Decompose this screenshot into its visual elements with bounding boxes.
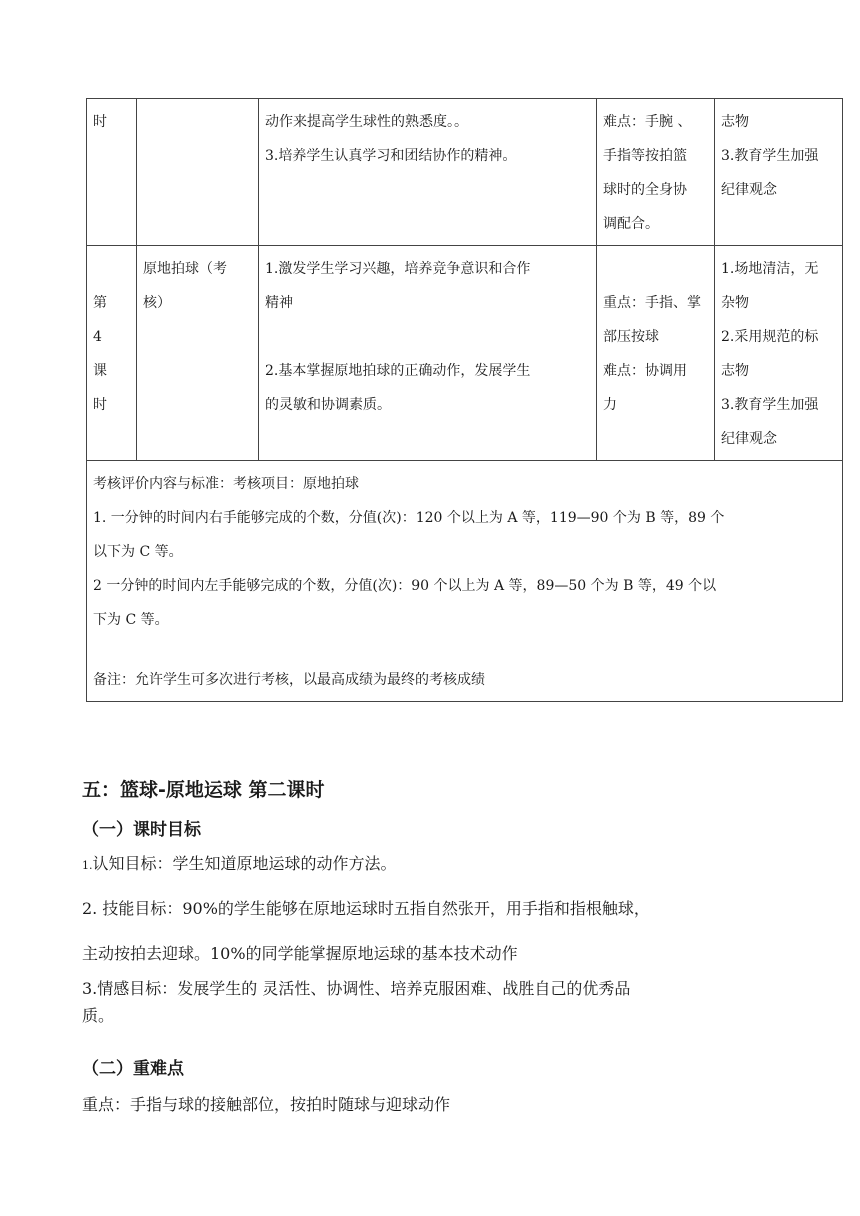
- safety-cell: [715, 99, 843, 246]
- goal-affective-line2: 质。: [82, 1006, 115, 1025]
- objective-line: 精神: [265, 295, 293, 311]
- key-point-line: 手指等按拍篮: [603, 148, 687, 164]
- lesson-number-char: 第: [93, 295, 107, 311]
- spacer: [265, 320, 592, 354]
- key-point-line: 力: [603, 397, 617, 413]
- section-heading: 五：篮球-原地运球 第二课时: [82, 779, 325, 801]
- objective-line: 的灵敏和协调素质。: [265, 397, 391, 413]
- safety-line: 纪律观念: [721, 182, 777, 198]
- key-point-text: 重点：手指与球的接触部位，按拍时随球与迎球动作: [82, 1095, 451, 1114]
- assessment-item: 以下为 C 等。: [93, 544, 183, 560]
- key-point-line: 难点：手腕 、: [603, 114, 692, 130]
- safety-line: 3.教育学生加强: [721, 148, 819, 164]
- safety-line: 纪律观念: [721, 431, 777, 447]
- key-point-line: 球时的全身协: [603, 182, 687, 198]
- safety-line: 志物: [721, 363, 749, 379]
- objectives-cell: [259, 246, 597, 461]
- safety-line: 2.采用规范的标: [721, 329, 819, 345]
- table-row: [87, 246, 843, 461]
- cell-text: 时: [93, 114, 107, 130]
- safety-line: 1.场地清洁，无: [721, 261, 819, 277]
- goal-cognitive: [82, 851, 397, 874]
- lesson-number-cell: [87, 99, 137, 246]
- assessment-item: 2 一分钟的时间内左手能够完成的个数，分值(次)：90 个以上为 A 等，89—50 个为 B 等，49 个以: [93, 578, 717, 594]
- key-point-line: 难点：协调用: [603, 363, 687, 379]
- safety-line: 3.教育学生加强: [721, 397, 819, 413]
- goal-affective-line1: 3.情感目标：发展学生的 灵活性、协调性、培养克服困难、战胜自己的优秀品: [82, 979, 631, 998]
- goal-skill-line1: 2. 技能目标：90%的学生能够在原地运球时五指自然张开，用手指和指根触球，: [82, 899, 650, 918]
- assessment-item: 1. 一分钟的时间内右手能够完成的个数，分值(次)：120 个以上为 A 等，119—90 个为 B 等，89 个: [93, 510, 725, 526]
- subsection-heading: （一）课时目标: [82, 820, 201, 840]
- lesson-number-char: 时: [93, 397, 107, 413]
- objective-line: 1.激发学生学习兴趣，培养竞争意识和合作: [265, 261, 531, 277]
- lesson-plan-table: [86, 98, 843, 702]
- content-line: 原地拍球（考: [143, 261, 227, 277]
- key-points-cell: [597, 99, 715, 246]
- subsection-heading: （二）重难点: [82, 1059, 184, 1079]
- safety-cell: [715, 246, 843, 461]
- assessment-title: 考核评价内容与标准：考核项目：原地拍球: [93, 476, 359, 492]
- objective-line: 3.培养学生认真学习和团结协作的精神。: [265, 148, 517, 164]
- goal-skill-line2: 主动按拍去迎球。10%的同学能掌握原地运球的基本技术动作: [82, 944, 518, 963]
- goal-text: 认知目标：学生知道原地运球的动作方法。: [92, 854, 397, 873]
- key-point-line: 部压按球: [603, 329, 659, 345]
- content-line: 核）: [143, 295, 171, 311]
- safety-line: 杂物: [721, 295, 749, 311]
- safety-line: 志物: [721, 114, 749, 130]
- key-point-line: 调配合。: [603, 216, 659, 232]
- key-points-cell: [597, 246, 715, 461]
- objective-line: 2.基本掌握原地拍球的正确动作，发展学生: [265, 363, 531, 379]
- objectives-cell: [259, 99, 597, 246]
- lesson-number-cell: [87, 246, 137, 461]
- goal-number: 1.: [82, 859, 93, 872]
- assessment-notes-cell: [87, 461, 843, 702]
- table-row: [87, 99, 843, 246]
- objective-line: 动作来提高学生球性的熟悉度。。: [265, 114, 468, 130]
- content-cell: [137, 99, 259, 246]
- spacer: [93, 637, 838, 663]
- content-cell: [137, 246, 259, 461]
- assessment-item: 下为 C 等。: [93, 612, 169, 628]
- lesson-number-char: 课: [93, 363, 107, 379]
- key-point-line: 重点：手指、掌: [603, 295, 701, 311]
- lesson-number-char: 4: [93, 329, 102, 345]
- assessment-remark: 备注：允许学生可多次进行考核，以最高成绩为最终的考核成绩: [93, 672, 485, 688]
- table-row: [87, 461, 843, 702]
